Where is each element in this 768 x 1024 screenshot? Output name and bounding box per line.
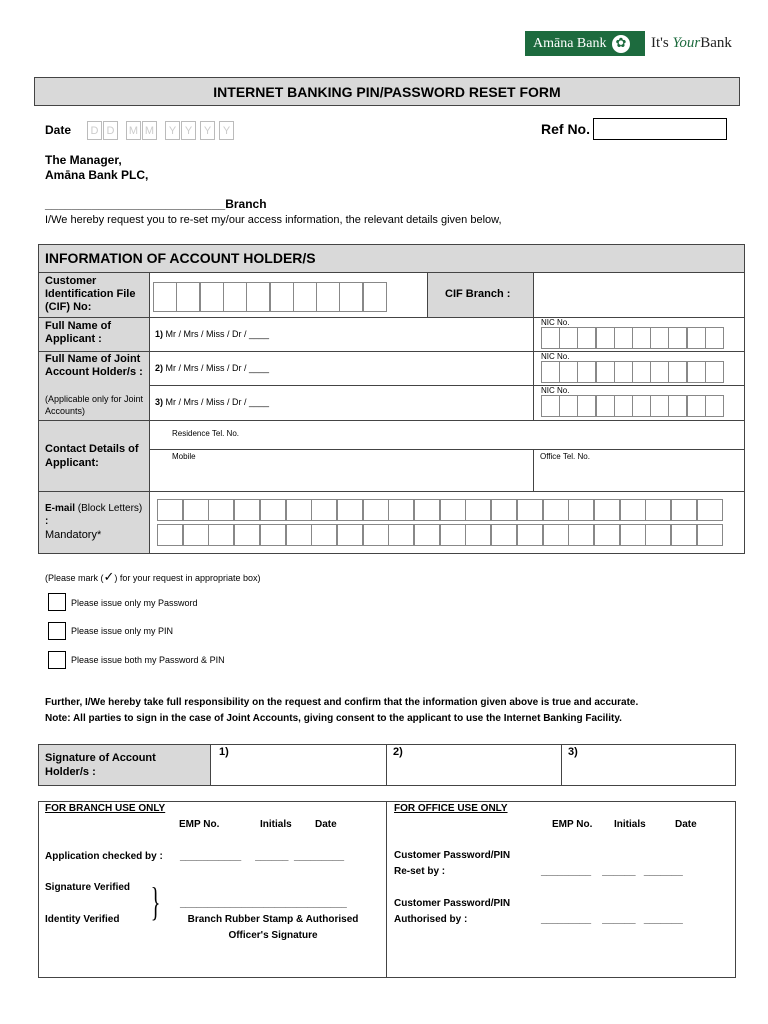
email-label-group: E-mail (Block Letters) : xyxy=(45,503,143,527)
nic-label-3: NIC No. xyxy=(541,386,570,395)
signature-label: Signature of Account Holder/s : xyxy=(45,752,156,778)
email-char-box[interactable] xyxy=(388,499,414,521)
nic-label-2: NIC No. xyxy=(541,352,570,361)
form-title: INTERNET BANKING PIN/PASSWORD RESET FORM xyxy=(34,77,740,106)
bank-tagline: It's YourBank xyxy=(651,35,732,51)
joint-holder-label: Full Name of Joint Account Holder/s : xyxy=(45,353,143,378)
email-char-box[interactable] xyxy=(671,499,697,521)
branch-date-col: Date xyxy=(315,819,337,830)
bank-logo xyxy=(525,31,645,56)
office-date-col: Date xyxy=(675,819,697,830)
date-digit-box[interactable]: D xyxy=(87,121,102,140)
cif-digit-box[interactable] xyxy=(176,282,200,312)
cif-digit-box[interactable] xyxy=(270,282,294,312)
nic-digit-box[interactable] xyxy=(705,361,724,383)
email-char-box[interactable] xyxy=(491,499,517,521)
office-initials-col: Initials xyxy=(614,819,646,830)
date-digit-box[interactable]: Y xyxy=(165,121,180,140)
email-char-box[interactable] xyxy=(594,524,620,546)
date-digit-box[interactable]: D xyxy=(103,121,118,140)
email-char-box[interactable] xyxy=(620,499,646,521)
password-only-checkbox[interactable] xyxy=(48,593,66,611)
identity-verified-label: Identity Verified xyxy=(45,914,120,925)
signature-slot-1[interactable]: 1) xyxy=(219,746,229,758)
date-digit-box[interactable]: Y xyxy=(219,121,234,140)
nic-digit-box[interactable] xyxy=(577,361,596,383)
email-char-box[interactable] xyxy=(157,499,183,521)
email-char-box[interactable] xyxy=(697,499,723,521)
email-char-box[interactable] xyxy=(183,524,209,546)
email-char-box[interactable] xyxy=(234,499,260,521)
declaration-line1: Further, I/We hereby take full responsibility on the request and confirm that the information given above is true and accurate. xyxy=(45,697,639,708)
option-label-3: Please issue both my Password & PIN xyxy=(71,655,225,665)
account-section-heading: INFORMATION OF ACCOUNT HOLDER/S xyxy=(45,250,316,266)
brace-icon: } xyxy=(150,879,161,924)
email-char-box[interactable] xyxy=(286,499,312,521)
email-char-box[interactable] xyxy=(260,524,286,546)
nic-digit-box[interactable] xyxy=(650,327,669,349)
signature-verified-label: Signature Verified xyxy=(45,882,131,893)
nic-digit-box[interactable] xyxy=(577,395,596,417)
cif-digit-box[interactable] xyxy=(153,282,177,312)
nic-digit-box[interactable] xyxy=(705,395,724,417)
email-char-box[interactable] xyxy=(568,524,594,546)
instruction-text: (Please mark (✓) for your request in appropriate box) xyxy=(45,569,261,584)
nic-digit-box[interactable] xyxy=(559,361,578,383)
date-digit-box[interactable]: M xyxy=(126,121,141,140)
mandatory-label: Mandatory* xyxy=(45,529,102,541)
stamp-label-1: Branch Rubber Stamp & Authorised xyxy=(187,914,359,925)
cif-digit-box[interactable] xyxy=(293,282,317,312)
nic-digit-box[interactable] xyxy=(596,395,615,417)
nic-digit-box[interactable] xyxy=(577,327,596,349)
branch-emp-col: EMP No. xyxy=(179,819,220,830)
nic-digit-box[interactable] xyxy=(632,327,651,349)
reset-by-label-1: Customer Password/PIN xyxy=(394,850,511,861)
office-use-title: FOR OFFICE USE ONLY xyxy=(394,803,508,814)
email-char-box[interactable] xyxy=(388,524,414,546)
auth-by-blanks[interactable]: _________ ______ _______ xyxy=(541,914,683,925)
nic-digit-box[interactable] xyxy=(541,395,560,417)
request-text: I/We hereby request you to re-set my/our access information, the relevant details given below, xyxy=(45,214,502,226)
nic-digit-box[interactable] xyxy=(614,361,633,383)
email-char-box[interactable] xyxy=(363,499,389,521)
email-char-box[interactable] xyxy=(183,499,209,521)
tick-icon: ✓ xyxy=(103,569,115,584)
nic-digit-box[interactable] xyxy=(559,395,578,417)
nic-digit-box[interactable] xyxy=(687,395,706,417)
name-row-3[interactable]: 3) Mr / Mrs / Miss / Dr / ____ xyxy=(155,397,270,407)
cif-digit-box[interactable] xyxy=(316,282,340,312)
email-char-box[interactable] xyxy=(645,499,671,521)
nic-digit-box[interactable] xyxy=(668,395,687,417)
branch-line[interactable]: ___________________________Branch xyxy=(45,197,267,211)
cif-branch-label: CIF Branch : xyxy=(445,288,511,300)
email-char-box[interactable] xyxy=(234,524,260,546)
checked-by-blanks[interactable]: ___________ ______ _________ xyxy=(180,851,345,862)
name-row-2[interactable]: 2) Mr / Mrs / Miss / Dr / ____ xyxy=(155,363,270,373)
auth-by-label-1: Customer Password/PIN xyxy=(394,898,511,909)
option-label-1: Please issue only my Password xyxy=(71,598,198,608)
email-char-box[interactable] xyxy=(465,499,491,521)
addressee-line2: Amāna Bank PLC, xyxy=(45,168,149,182)
email-char-box[interactable] xyxy=(157,524,183,546)
joint-holder-note: (Applicable only for Joint Accounts) xyxy=(45,394,144,416)
email-char-box[interactable] xyxy=(440,499,466,521)
reset-by-label-2: Re-set by : xyxy=(394,866,446,877)
signature-slot-2[interactable]: 2) xyxy=(393,746,403,758)
nic-digit-box[interactable] xyxy=(596,327,615,349)
email-char-box[interactable] xyxy=(208,524,234,546)
full-name-label: Full Name of Applicant : xyxy=(45,320,112,345)
email-char-box[interactable] xyxy=(620,524,646,546)
office-emp-col: EMP No. xyxy=(552,819,593,830)
email-char-box[interactable] xyxy=(337,524,363,546)
email-char-box[interactable] xyxy=(465,524,491,546)
nic-digit-box[interactable] xyxy=(614,395,633,417)
cif-digit-box[interactable] xyxy=(200,282,224,312)
email-char-box[interactable] xyxy=(414,499,440,521)
email-char-box[interactable] xyxy=(543,524,569,546)
option-label-2: Please issue only my PIN xyxy=(71,626,174,636)
cif-digit-box[interactable] xyxy=(339,282,363,312)
cif-branch-input[interactable] xyxy=(540,280,738,310)
nic-digit-box[interactable] xyxy=(541,327,560,349)
email-char-box[interactable] xyxy=(337,499,363,521)
nic-digit-box[interactable] xyxy=(559,327,578,349)
email-char-box[interactable] xyxy=(594,499,620,521)
name-row-1[interactable]: 1) Mr / Mrs / Miss / Dr / ____ xyxy=(155,329,270,339)
signature-slot-3[interactable]: 3) xyxy=(568,746,578,758)
email-char-box[interactable] xyxy=(491,524,517,546)
email-char-box[interactable] xyxy=(414,524,440,546)
nic-digit-box[interactable] xyxy=(687,327,706,349)
addressee-line1: The Manager, xyxy=(45,153,122,167)
email-char-box[interactable] xyxy=(311,499,337,521)
email-char-box[interactable] xyxy=(671,524,697,546)
nic-digit-box[interactable] xyxy=(650,395,669,417)
email-char-box[interactable] xyxy=(286,524,312,546)
nic-digit-box[interactable] xyxy=(596,361,615,383)
cif-label: Customer Identification File (CIF) No: xyxy=(45,275,136,313)
ref-label: Ref No. xyxy=(541,121,590,137)
reset-by-blanks[interactable]: _________ ______ _______ xyxy=(541,866,683,877)
date-digit-box[interactable]: Y xyxy=(181,121,196,140)
email-char-box[interactable] xyxy=(645,524,671,546)
stamp-label-2: Officer's Signature xyxy=(228,930,318,941)
nic-digit-box[interactable] xyxy=(650,361,669,383)
nic-digit-box[interactable] xyxy=(632,361,651,383)
email-char-box[interactable] xyxy=(260,499,286,521)
nic-digit-box[interactable] xyxy=(668,361,687,383)
date-label: Date xyxy=(45,123,72,137)
email-char-box[interactable] xyxy=(697,524,723,546)
ref-no-input[interactable] xyxy=(593,118,727,140)
email-char-box[interactable] xyxy=(440,524,466,546)
office-tel-label: Office Tel. No. xyxy=(540,452,590,461)
stamp-line[interactable]: ______________________________ xyxy=(180,898,347,909)
password-and-pin-checkbox[interactable] xyxy=(48,651,66,669)
date-digit-box[interactable]: M xyxy=(142,121,157,140)
nic-digit-box[interactable] xyxy=(687,361,706,383)
branch-use-title: FOR BRANCH USE ONLY xyxy=(45,803,166,814)
email-char-box[interactable] xyxy=(363,524,389,546)
declaration-line2: Note: All parties to sign in the case of Joint Accounts, giving consent to the applicant to use the Internet Banking Facility. xyxy=(45,713,622,724)
email-char-box[interactable] xyxy=(568,499,594,521)
nic-digit-box[interactable] xyxy=(668,327,687,349)
nic-digit-box[interactable] xyxy=(632,395,651,417)
nic-label-1: NIC No. xyxy=(541,318,570,327)
residence-tel-label: Residence Tel. No. xyxy=(172,429,239,438)
email-char-box[interactable] xyxy=(208,499,234,521)
pin-only-checkbox[interactable] xyxy=(48,622,66,640)
cif-digit-box[interactable] xyxy=(246,282,270,312)
cif-digit-box[interactable] xyxy=(363,282,387,312)
email-char-box[interactable] xyxy=(517,499,543,521)
email-char-box[interactable] xyxy=(543,499,569,521)
email-char-box[interactable] xyxy=(311,524,337,546)
bank-emblem-icon xyxy=(612,35,630,53)
nic-digit-box[interactable] xyxy=(614,327,633,349)
mobile-label: Mobile xyxy=(172,452,196,461)
nic-digit-box[interactable] xyxy=(541,361,560,383)
bank-name: Amāna Bank xyxy=(533,35,607,51)
branch-initials-col: Initials xyxy=(260,819,292,830)
cif-digit-box[interactable] xyxy=(223,282,247,312)
email-char-box[interactable] xyxy=(517,524,543,546)
contact-label: Contact Details of Applicant: xyxy=(45,443,139,469)
checked-by-label: Application checked by : xyxy=(45,851,163,862)
auth-by-label-2: Authorised by : xyxy=(394,914,468,925)
date-digit-box[interactable]: Y xyxy=(200,121,215,140)
nic-digit-box[interactable] xyxy=(705,327,724,349)
